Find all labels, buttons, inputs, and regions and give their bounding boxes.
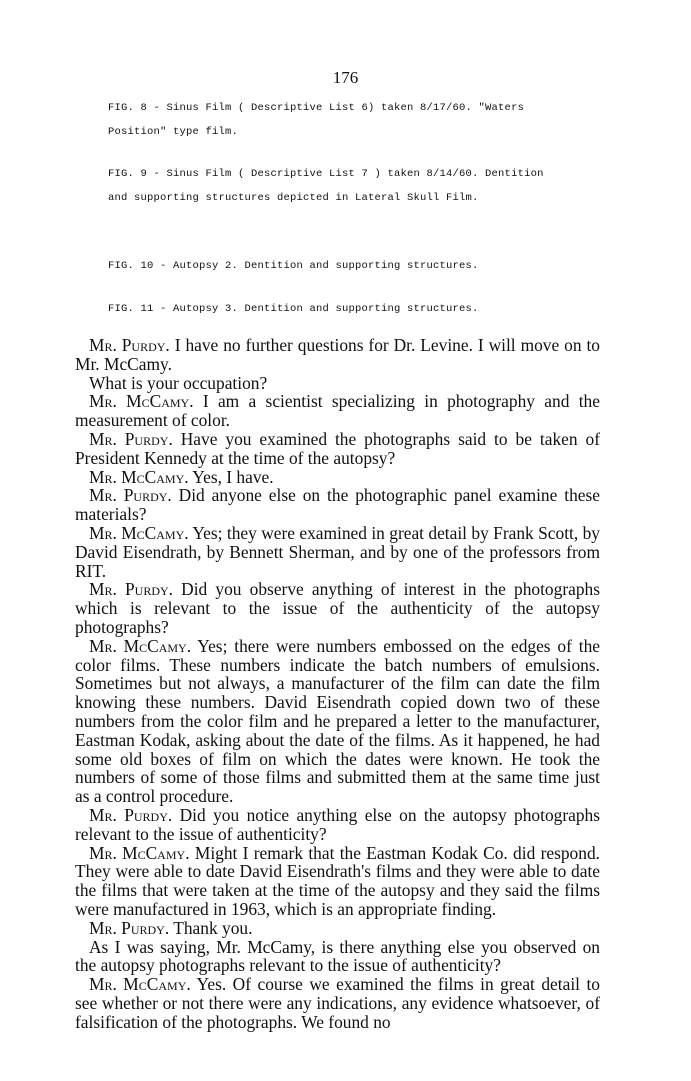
testimony-paragraph (75, 392, 600, 430)
speaker-name: Mr. Purdy. (89, 335, 170, 355)
testimony-paragraph (75, 468, 600, 487)
speaker-name: Mr. Purdy. (89, 579, 173, 600)
speaker-name: Mr. Purdy. (89, 428, 173, 449)
paragraph-text: Did you notice anything else on the autopsy photographs relevant to the issue of authenticity? (75, 804, 601, 844)
testimony-paragraph (75, 919, 600, 938)
paragraph-text: Did you observe anything of interest in the photographs which is relevant to the issue of the authenticity of the autopsy photographs? (75, 579, 600, 637)
paragraph-text: Yes; they were examined in great detail by Frank Scott, by David Eisendrath, by Bennett Sherman, and by one of the professors from RIT. (75, 522, 600, 581)
paragraph-text: Yes; there were numbers embossed on the edges of the color films. These numbers indicate the batch numbers of emulsions. Sometimes but not always, a manufacturer of the film can date the film knowing these numbers. David Eisendrath copied down two of these numbers from the color film and he prepared a letter to the manufacturer, Eastman Kodak, asking about the date of the films. As it happened, he had some old boxes of film on which the dates were known. He took the numbers of some of those films and submitted them at the same time just as a control procedure. (75, 635, 600, 807)
testimony-paragraph (75, 844, 600, 919)
speaker-name: Mr. McCamy. (89, 391, 194, 412)
speaker-name: Mr. Purdy. (89, 804, 173, 825)
testimony-paragraph (75, 374, 600, 393)
testimony-paragraph (75, 430, 600, 468)
speaker-name: Mr. McCamy. (89, 635, 192, 656)
page-number: 176 (332, 68, 359, 87)
testimony-paragraph (75, 486, 600, 524)
paragraph-text: Yes. Of course we examined the films in great detail to see whether or not there were any indications, any evidence whatsoever, of falsification of the photographs. We found no (75, 974, 600, 1032)
paragraph-text: I have no further questions for Dr. Levine. I will move on to Mr. McCamy. (75, 335, 601, 374)
testimony-paragraph (75, 975, 600, 1031)
speaker-name: Mr. McCamy. (89, 842, 190, 863)
figure-caption: FIG. 10 - Autopsy 2. Dentition and supporting structures. (108, 260, 479, 272)
figure-caption: FIG. 9 - Sinus Film ( Descriptive List 7 ) taken 8/14/60. Dentition and supporting structures depicted in Lateral Skull Film. (108, 168, 544, 204)
paragraph-text: What is your occupation? (89, 372, 268, 393)
paragraph-text: Thank you. (169, 917, 253, 938)
speaker-name: Mr. Purdy. (89, 485, 172, 506)
testimony-body (75, 336, 600, 1031)
speaker-name: Mr. McCamy. (89, 522, 189, 543)
paragraph-text: As I was saying, Mr. McCamy, is there anything else you observed on the autopsy photographs relevant to the issue of authenticity? (75, 936, 600, 976)
testimony-paragraph (75, 806, 600, 844)
paragraph-text: Yes, I have. (188, 466, 274, 487)
testimony-paragraph (75, 524, 600, 580)
paragraph-text: Might I remark that the Eastman Kodak Co. did respond. They were able to date David Eisendrath's films and they were able to date the films that were taken at the time of the autopsy and they said the films were manufactured in 1963, which is an appropriate finding. (75, 842, 600, 919)
speaker-name: Mr. McCamy. (89, 974, 191, 995)
speaker-name: Mr. Purdy. (89, 917, 170, 938)
paragraph-text: Did anyone else on the photographic panel examine these materials? (75, 485, 600, 525)
testimony-paragraph (75, 637, 600, 806)
speaker-name: Mr. McCamy. (89, 466, 189, 487)
figure-caption: FIG. 11 - Autopsy 3. Dentition and supporting structures. (108, 303, 479, 315)
figure-caption: FIG. 8 - Sinus Film ( Descriptive List 6) taken 8/17/60. "Waters Position" type film. (108, 102, 525, 138)
paragraph-text: Have you examined the photographs said to be taken of President Kennedy at the time of the autopsy? (75, 428, 600, 468)
testimony-paragraph (75, 580, 600, 636)
testimony-paragraph (75, 938, 600, 976)
paragraph-text: I am a scientist specializing in photography and the measurement of color. (75, 391, 600, 431)
testimony-paragraph (75, 336, 600, 374)
